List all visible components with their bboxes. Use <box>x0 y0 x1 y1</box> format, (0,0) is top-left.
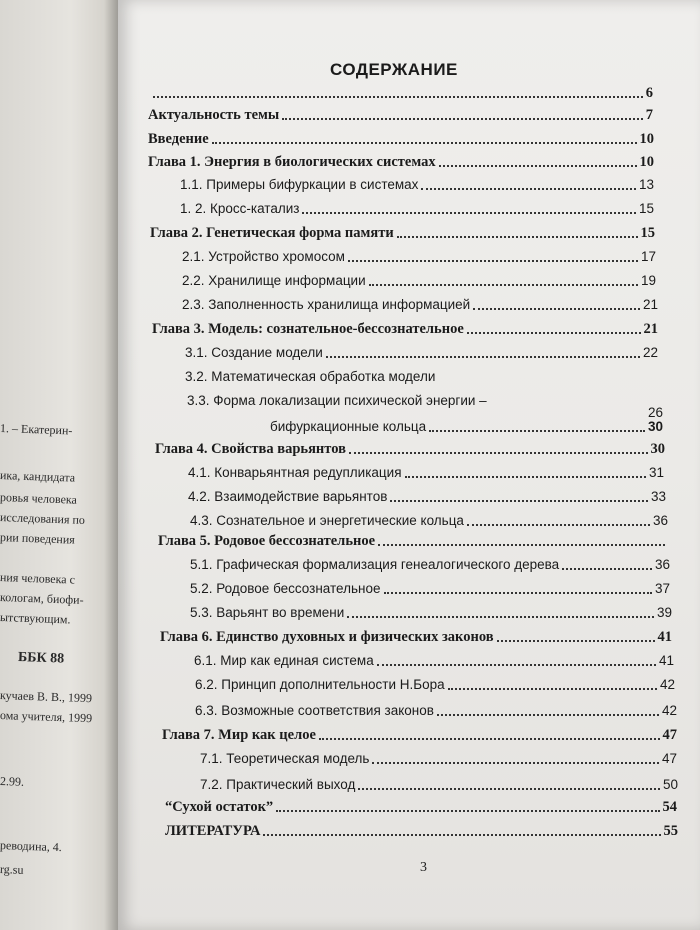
toc-entry-label: Актуальность темы <box>148 107 280 123</box>
toc-entry-page: 13 <box>638 177 654 192</box>
toc-entry-page: 31 <box>648 465 664 480</box>
toc-entry-page: 21 <box>642 297 658 312</box>
toc-entry-label: 5.3. Варьянт во времени <box>190 605 345 620</box>
left-text-line: кологам, биофи- <box>0 590 84 607</box>
toc-leader-dots <box>319 738 660 740</box>
left-text-line: ика, кандидата <box>0 468 76 485</box>
toc-entry-page: 21 <box>643 321 658 337</box>
toc-leader-dots <box>153 96 643 98</box>
toc-entry-page: 22 <box>642 345 658 360</box>
toc-entry <box>180 176 654 194</box>
toc-entry <box>182 248 656 266</box>
toc-leader-dots <box>390 500 648 502</box>
toc-entry-page: 15 <box>638 201 654 216</box>
toc-entry-label: 2.2. Хранилище информации <box>182 273 366 288</box>
toc-leader-dots <box>421 188 636 190</box>
toc-entry-label: 1.1. Примеры бифуркации в системах <box>180 177 419 192</box>
toc-entry-label: Глава 1. Энергия в биологических системах <box>148 154 436 170</box>
toc-entry <box>180 200 654 218</box>
toc-entry-page: 47 <box>661 751 677 766</box>
toc-entry-page: 47 <box>662 727 677 743</box>
toc-entry-label: 6.2. Принцип дополнительности Н.Бора <box>195 677 445 692</box>
toc-entry-label: “Сухой остаток” <box>165 799 274 815</box>
toc-entry-label: 3.3. Форма локализации психической энергии – <box>187 393 487 408</box>
left-text-line: исследования по <box>0 510 86 527</box>
toc-entry-page: 36 <box>652 513 668 528</box>
toc-entry-label: 3.1. Создание модели <box>185 345 323 360</box>
toc-leader-dots <box>378 544 665 546</box>
toc-entry <box>152 320 658 338</box>
toc-entry <box>200 750 677 768</box>
toc-entry-label: 7.2. Практический выход <box>200 777 356 792</box>
toc-entry-label: 4.3. Сознательное и энергетические кольца <box>190 513 464 528</box>
left-text-line: ния человека с <box>0 570 76 587</box>
toc-title: СОДЕРЖАНИЕ <box>330 60 458 79</box>
left-text-line: 1. – Екатерин- <box>0 421 73 438</box>
toc-entry <box>162 726 677 744</box>
toc-leader-dots <box>448 688 657 690</box>
toc-leader-dots <box>473 308 640 310</box>
toc-entry-page: 54 <box>662 799 677 815</box>
toc-leader-dots <box>562 568 652 570</box>
toc-leader-dots <box>326 356 640 358</box>
toc-entry-label: ЛИТЕРАТУРА <box>165 823 261 839</box>
left-text-line: ома учителя, 1999 <box>0 708 93 726</box>
toc-leader-dots <box>347 616 654 618</box>
toc-entry <box>200 776 678 794</box>
toc-entry <box>190 580 670 598</box>
toc-entry <box>150 84 653 102</box>
toc-leader-dots <box>369 284 638 286</box>
left-text-line: рии поведения <box>0 530 76 547</box>
toc-entry-label: 4.2. Взаимодействие варьянтов <box>188 489 388 504</box>
toc-entry <box>182 272 656 290</box>
toc-entry-page: 7 <box>645 107 653 123</box>
toc-leader-dots <box>439 165 637 167</box>
toc-entry-page: 10 <box>639 154 654 170</box>
toc-entry-label: 3.2. Математическая обработка модели <box>185 369 436 384</box>
toc-entry-page: 26 <box>647 405 663 420</box>
toc-entry-label: Глава 3. Модель: сознательное-бессознательное <box>152 321 464 337</box>
toc-entry-page: 41 <box>657 629 672 645</box>
toc-entry-page: 15 <box>640 225 655 241</box>
left-text-bbk: ББК 88 <box>17 650 65 667</box>
toc-leader-dots <box>349 452 648 454</box>
toc-entry-label: 1. 2. Кросс-катализ <box>180 201 300 216</box>
left-text-line: ытствующим. <box>0 610 71 627</box>
toc-entry-label: 6.1. Мир как единая система <box>194 653 374 668</box>
toc-entry <box>155 440 665 458</box>
toc-leader-dots <box>429 430 645 432</box>
toc-leader-dots <box>384 592 652 594</box>
toc-entry-page: 36 <box>654 557 670 572</box>
toc-entry-page: 41 <box>658 653 674 668</box>
toc-entry-label: Глава 7. Мир как целое <box>162 727 316 743</box>
toc-entry-page: 33 <box>650 489 666 504</box>
toc-entry <box>182 296 658 314</box>
toc-entry-label: 7.1. Теоретическая модель <box>200 751 370 766</box>
toc-leader-dots <box>405 476 646 478</box>
toc-entry-label: 5.1. Графическая формализация генеалогического дерева <box>190 557 560 572</box>
toc-entry <box>190 604 672 622</box>
toc-entry-page: 30 <box>650 441 665 457</box>
toc-entry <box>190 512 668 530</box>
left-text-line: кучаев В. В., 1999 <box>0 688 93 706</box>
toc-entry-label: Введение <box>148 131 209 147</box>
toc-entry <box>165 798 677 816</box>
toc-entry-label: Глава 5. Родовое бессознательное <box>158 533 376 549</box>
toc-entry <box>190 556 670 574</box>
toc-entry <box>270 418 663 436</box>
toc-entry-label: 2.1. Устройство хромосом <box>182 249 345 264</box>
toc-leader-dots <box>348 260 638 262</box>
toc-entry-page: 50 <box>662 777 678 792</box>
toc-leader-dots <box>212 142 637 144</box>
toc-entry-label: Глава 2. Генетическая форма памяти <box>150 225 394 241</box>
toc-entry-page: 30 <box>647 419 663 434</box>
toc-entry <box>188 488 666 506</box>
page-number: 3 <box>420 860 427 875</box>
toc-entry-page: 19 <box>640 273 656 288</box>
toc-leader-dots <box>282 118 643 120</box>
toc-leader-dots <box>437 714 659 716</box>
toc-entry-page: 37 <box>654 581 670 596</box>
toc-leader-dots <box>263 834 660 836</box>
toc-entry <box>195 702 677 720</box>
toc-leader-dots <box>372 762 659 764</box>
toc-leader-dots <box>377 664 656 666</box>
toc-leader-dots <box>467 332 641 334</box>
toc-entry-page: 55 <box>663 823 678 839</box>
toc-entry <box>165 822 678 840</box>
toc-entry-label: 5.2. Родовое бессознательное <box>190 581 381 596</box>
toc-leader-dots <box>397 236 638 238</box>
toc-entry <box>185 344 658 362</box>
toc-entry-label: Глава 6. Единство духовных и физических законов <box>160 629 494 645</box>
toc-entry-page: 42 <box>659 677 675 692</box>
toc-leader-dots <box>358 788 660 790</box>
toc-entry-label: 6.3. Возможные соответствия законов <box>195 703 434 718</box>
toc-entry <box>185 368 635 386</box>
toc-entry <box>158 532 668 550</box>
toc-entry <box>160 628 672 646</box>
left-text-line: реводина, 4. <box>0 838 63 855</box>
toc-entry-label: Глава 4. Свойства варьянтов <box>155 441 346 457</box>
toc-entry <box>194 652 674 670</box>
toc-entry <box>148 153 654 171</box>
toc-entry-page: 6 <box>645 85 653 101</box>
toc-leader-dots <box>497 640 655 642</box>
left-page <box>0 0 118 930</box>
toc-entry-page: 39 <box>656 605 672 620</box>
left-text-line: ровья человека <box>0 490 78 507</box>
left-text-line: 2.99. <box>0 774 25 789</box>
toc-entry <box>150 224 655 242</box>
toc-entry-page: 42 <box>661 703 677 718</box>
toc-leader-dots <box>276 810 659 812</box>
toc-entry <box>148 106 653 124</box>
toc-entry-label: бифуркационные кольца <box>270 419 427 434</box>
toc-entry-page: 10 <box>639 131 654 147</box>
toc-entry <box>148 130 654 148</box>
toc-entry <box>195 676 675 694</box>
toc-entry <box>188 464 664 482</box>
toc-leader-dots <box>467 524 650 526</box>
toc-entry-label: 4.1. Конварьянтная редупликация <box>188 465 402 480</box>
toc-entry-label: 2.3. Заполненность хранилища информацией <box>182 297 471 312</box>
toc-leader-dots <box>302 212 636 214</box>
left-text-line: rg.su <box>0 862 24 877</box>
toc-entry-page: 17 <box>640 249 656 264</box>
